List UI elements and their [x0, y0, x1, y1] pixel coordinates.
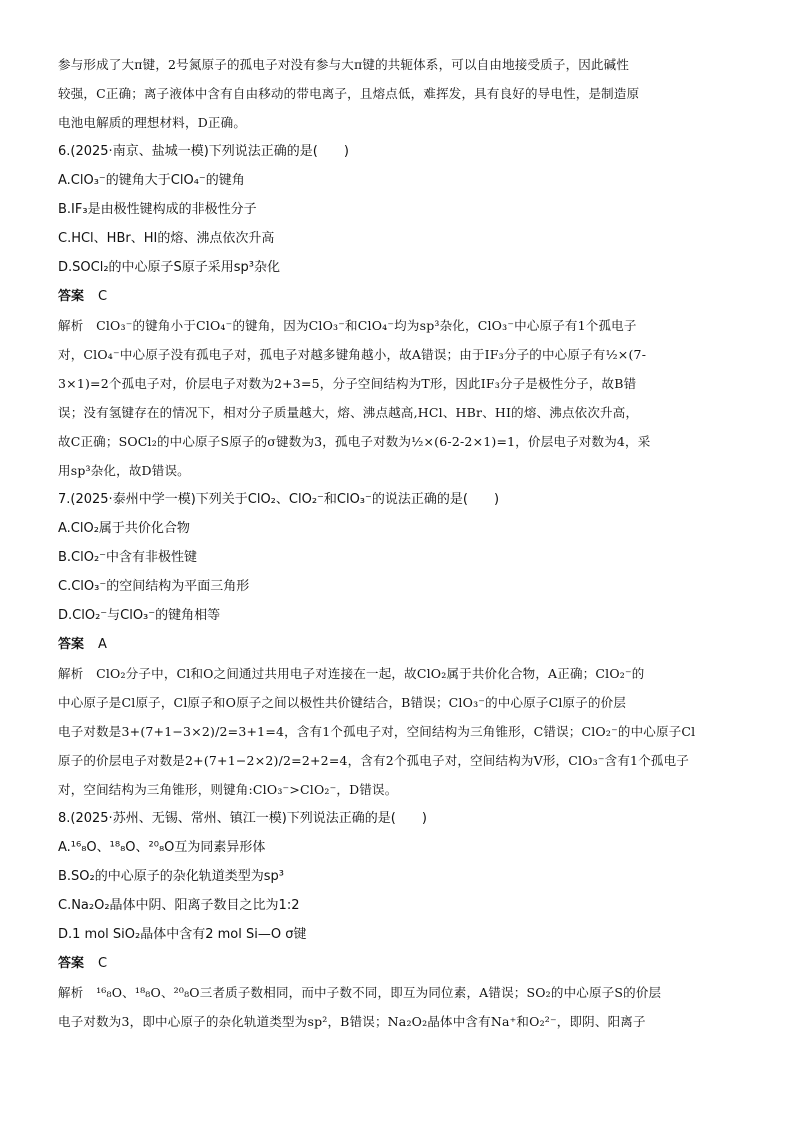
explanation-line: 用sp³杂化，故D错误。: [58, 463, 190, 478]
answer-line: [58, 282, 742, 311]
question-line: B.SO₂的中心原子的杂化轨道类型为sp³: [58, 869, 284, 884]
explanation-line: 对，空间结构为三角锥形，则键角:ClO₃⁻>ClO₂⁻，D错误。: [58, 782, 398, 797]
answer-label: 答案: [58, 637, 85, 652]
answer-value: C: [98, 289, 108, 304]
explanation-line: 解析 ClO₃⁻的键角小于ClO₄⁻的键角，因为ClO₃⁻和ClO₄⁻均为sp³杂化，ClO₃⁻中心原子有1个孤电子: [58, 318, 637, 333]
question-line: 8.(2025·苏州、无锡、常州、镇江一模)下列说法正确的是( ): [58, 811, 427, 826]
explanation-line: 原子的价层电子对数是2+(7+1−2×2)/2=2+2=4，含有2个孤电子对，空间结构为V形，ClO₃⁻含有1个孤电子: [58, 753, 690, 768]
explanation-line: 解析 ¹⁶₈O、¹⁸₈O、²⁰₈O三者质子数相同，而中子数不同，即互为同位素，A错误；SO₂的中心原子S的价层: [58, 985, 662, 1000]
question-line: D.SOCl₂的中心原子S原子采用sp³杂化: [58, 260, 281, 275]
question-line: A.ClO₂属于共价化合物: [58, 521, 190, 536]
question-line: D.1 mol SiO₂晶体中含有2 mol Si—O σ键: [58, 927, 307, 942]
answer-label: 答案: [58, 956, 85, 971]
explanation-line: 3×1)=2个孤电子对，价层电子对数为2+3=5，分子空间结构为T形，因此IF₃分子是极性分子，故B错: [58, 376, 637, 391]
question-line: C.Na₂O₂晶体中阴、阳离子数目之比为1:2: [58, 898, 300, 913]
question-line: A.ClO₃⁻的键角大于ClO₄⁻的键角: [58, 173, 245, 188]
question-line: C.HCl、HBr、HI的熔、沸点依次升高: [58, 231, 275, 246]
answer-value: A: [98, 637, 107, 652]
question-line: B.ClO₂⁻中含有非极性键: [58, 550, 198, 565]
question-line: B.IF₃是由极性键构成的非极性分子: [58, 202, 257, 217]
explanation-line: 参与形成了大π键，2号氮原子的孤电子对没有参与大π键的共轭体系，可以自由地接受质子，因此碱性: [58, 57, 630, 72]
answer-line: [58, 630, 742, 659]
question-line: 7.(2025·泰州中学一模)下列关于ClO₂、ClO₂⁻和ClO₃⁻的说法正确的是( ): [58, 492, 500, 507]
explanation-line: 误；没有氢键存在的情况下，相对分子质量越大，熔、沸点越高,HCl、HBr、HI的熔、沸点依次升高，: [58, 405, 639, 420]
explanation-line: 电子对数是3+(7+1−3×2)/2=3+1=4，含有1个孤电子对，空间结构为三角锥形，C错误；ClO₂⁻的中心原子Cl: [58, 724, 696, 739]
question-line: 6.(2025·南京、盐城一模)下列说法正确的是( ): [58, 144, 349, 159]
answer-label: 答案: [58, 289, 85, 304]
explanation-line: 电子对数为3，即中心原子的杂化轨道类型为sp²，B错误；Na₂O₂晶体中含有Na⁺和O₂²⁻，即阴、阳离子: [58, 1014, 646, 1029]
question-line: A.¹⁶₈O、¹⁸₈O、²⁰₈O互为同素异形体: [58, 840, 266, 855]
answer-line: [58, 949, 742, 978]
explanation-line: 对，ClO₄⁻中心原子没有孤电子对，孤电子对越多键角越小，故A错误；由于IF₃分子的中心原子有½×(7-: [58, 347, 647, 362]
explanation-line: 中心原子是Cl原子，Cl原子和O原子之间以极性共价键结合，B错误；ClO₃⁻的中心原子Cl原子的价层: [58, 695, 627, 710]
question-line: D.ClO₂⁻与ClO₃⁻的键角相等: [58, 608, 221, 623]
explanation-line: 故C正确；SOCl₂的中心原子S原子的σ键数为3，孤电子对数为½×(6-2-2×1)=1，价层电子对数为4，采: [58, 434, 651, 449]
explanation-line: 较强，C正确；离子液体中含有自由移动的带电离子，且熔点低，难挥发，具有良好的导电性，是制造原: [58, 86, 640, 101]
question-line: C.ClO₃⁻的空间结构为平面三角形: [58, 579, 250, 594]
explanation-line: 电池电解质的理想材料，D正确。: [58, 115, 247, 130]
explanation-line: 解析 ClO₂分子中，Cl和O之间通过共用电子对连接在一起，故ClO₂属于共价化合物，A正确；ClO₂⁻的: [58, 666, 645, 681]
document-content: [58, 50, 742, 1036]
answer-value: C: [98, 956, 108, 971]
